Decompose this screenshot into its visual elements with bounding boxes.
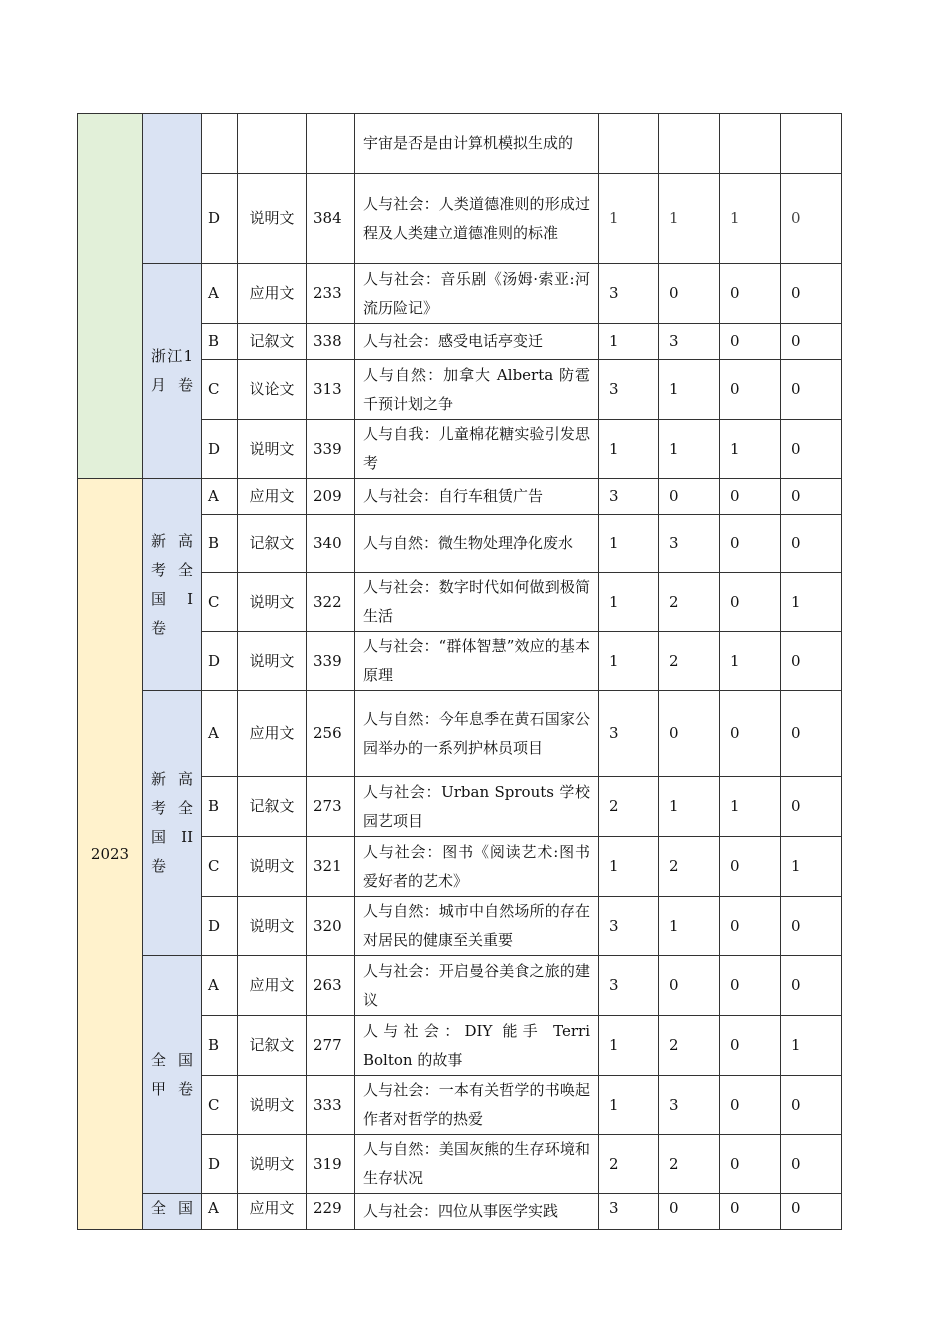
topic-cell: 人与社会：音乐剧《汤姆·索亚:河流历险记》 [355, 264, 599, 324]
count-cell: 0 [781, 777, 842, 837]
word-count-cell: 333 [307, 1076, 355, 1135]
table-row [78, 264, 842, 324]
count-cell: 2 [659, 1135, 720, 1194]
count-cell: 2 [659, 573, 720, 632]
genre-cell: 应用文 [238, 956, 307, 1016]
count-cell: 0 [781, 1076, 842, 1135]
count-cell: 0 [781, 956, 842, 1016]
count-cell: 3 [599, 897, 659, 956]
count-cell: 1 [720, 777, 781, 837]
year-cell [78, 114, 143, 479]
word-count-cell: 339 [307, 632, 355, 691]
count-cell: 2 [599, 777, 659, 837]
topic-cell: 人与社会：图书《阅读艺术:图书爱好者的艺术》 [355, 837, 599, 897]
passage-letter-cell: B [202, 777, 238, 837]
topic-cell: 人与社会：自行车租赁广告 [355, 479, 599, 515]
paper-name-cell: 浙江1月卷 [143, 264, 202, 479]
count-cell: 0 [781, 691, 842, 777]
count-cell: 1 [599, 632, 659, 691]
passage-letter-cell: B [202, 324, 238, 360]
paper-name-cell: 新高考全国 II 卷 [143, 691, 202, 956]
word-count-cell [307, 114, 355, 174]
paper-name-cell: 全国 [143, 1194, 202, 1230]
passage-letter-cell: A [202, 264, 238, 324]
count-cell: 3 [599, 1194, 659, 1230]
passage-letter-cell: C [202, 360, 238, 420]
count-cell: 1 [599, 837, 659, 897]
table-row [78, 114, 842, 174]
count-cell: 1 [599, 1016, 659, 1076]
count-cell: 1 [720, 174, 781, 264]
passage-letter-cell: B [202, 515, 238, 573]
count-cell: 0 [720, 573, 781, 632]
genre-cell: 记叙文 [238, 1016, 307, 1076]
word-count-cell: 313 [307, 360, 355, 420]
count-cell: 3 [599, 956, 659, 1016]
count-cell: 3 [599, 264, 659, 324]
paper-name-cell: 新高考全国 I 卷 [143, 479, 202, 691]
genre-cell: 应用文 [238, 479, 307, 515]
count-cell: 1 [781, 837, 842, 897]
word-count-cell: 263 [307, 956, 355, 1016]
count-cell [599, 114, 659, 174]
topic-cell: 人与社会：DIY 能手 Terri Bolton 的故事 [355, 1016, 599, 1076]
count-cell: 2 [659, 1016, 720, 1076]
genre-cell: 应用文 [238, 691, 307, 777]
count-cell: 0 [720, 691, 781, 777]
count-cell: 0 [720, 264, 781, 324]
count-cell: 0 [781, 420, 842, 479]
table-body [78, 114, 842, 1230]
passage-letter-cell: A [202, 956, 238, 1016]
count-cell: 1 [599, 174, 659, 264]
count-cell: 0 [720, 515, 781, 573]
count-cell: 0 [781, 1194, 842, 1230]
word-count-cell: 320 [307, 897, 355, 956]
count-cell: 1 [720, 632, 781, 691]
genre-cell: 记叙文 [238, 324, 307, 360]
count-cell: 0 [720, 1016, 781, 1076]
count-cell: 0 [781, 324, 842, 360]
count-cell: 2 [659, 632, 720, 691]
count-cell: 0 [781, 1135, 842, 1194]
count-cell [659, 114, 720, 174]
count-cell: 0 [720, 897, 781, 956]
genre-cell: 说明文 [238, 174, 307, 264]
topic-cell: 人与社会：感受电话亭变迁 [355, 324, 599, 360]
count-cell: 0 [720, 1135, 781, 1194]
topic-cell: 人与自然：美国灰熊的生存环境和生存状况 [355, 1135, 599, 1194]
count-cell: 1 [781, 1016, 842, 1076]
count-cell: 0 [720, 324, 781, 360]
passage-letter-cell: D [202, 897, 238, 956]
topic-cell: 人与社会：Urban Sprouts 学校园艺项目 [355, 777, 599, 837]
word-count-cell: 384 [307, 174, 355, 264]
count-cell: 0 [659, 956, 720, 1016]
genre-cell: 记叙文 [238, 777, 307, 837]
passage-letter-cell: A [202, 479, 238, 515]
count-cell: 0 [659, 479, 720, 515]
count-cell: 0 [781, 479, 842, 515]
count-cell: 3 [599, 479, 659, 515]
count-cell: 0 [781, 897, 842, 956]
topic-cell: 人与社会：一本有关哲学的书唤起作者对哲学的热爱 [355, 1076, 599, 1135]
count-cell: 3 [659, 515, 720, 573]
topic-cell: 人与社会：四位从事医学实践 [355, 1194, 599, 1230]
count-cell: 1 [599, 420, 659, 479]
count-cell: 0 [659, 1194, 720, 1230]
passage-letter-cell: C [202, 1076, 238, 1135]
word-count-cell: 273 [307, 777, 355, 837]
count-cell: 0 [720, 1076, 781, 1135]
word-count-cell: 321 [307, 837, 355, 897]
genre-cell: 议论文 [238, 360, 307, 420]
count-cell: 0 [720, 837, 781, 897]
count-cell: 3 [599, 360, 659, 420]
genre-cell: 应用文 [238, 264, 307, 324]
count-cell: 0 [659, 264, 720, 324]
word-count-cell: 233 [307, 264, 355, 324]
passage-letter-cell: D [202, 632, 238, 691]
word-count-cell: 229 [307, 1194, 355, 1230]
count-cell: 3 [659, 324, 720, 360]
genre-cell: 说明文 [238, 837, 307, 897]
word-count-cell: 277 [307, 1016, 355, 1076]
topic-cell: 人与社会：人类道德准则的形成过程及人类建立道德准则的标准 [355, 174, 599, 264]
topic-cell: 人与社会：数字时代如何做到极简生活 [355, 573, 599, 632]
genre-cell: 说明文 [238, 573, 307, 632]
table-row [78, 1194, 842, 1230]
topic-cell: 人与自然：加拿大 Alberta 防雹千预计划之争 [355, 360, 599, 420]
topic-cell: 宇宙是否是由计算机模拟生成的 [355, 114, 599, 174]
count-cell [720, 114, 781, 174]
genre-cell: 说明文 [238, 420, 307, 479]
passage-letter-cell: C [202, 573, 238, 632]
passage-letter-cell: D [202, 420, 238, 479]
table-row [78, 691, 842, 777]
topic-cell: 人与自然：微生物处理净化废水 [355, 515, 599, 573]
count-cell: 1 [599, 573, 659, 632]
genre-cell: 记叙文 [238, 515, 307, 573]
paper-name-cell [143, 114, 202, 264]
count-cell: 3 [659, 1076, 720, 1135]
count-cell: 0 [720, 479, 781, 515]
count-cell: 1 [720, 420, 781, 479]
count-cell: 1 [781, 573, 842, 632]
count-cell: 1 [599, 324, 659, 360]
count-cell: 0 [720, 360, 781, 420]
genre-cell: 说明文 [238, 632, 307, 691]
passage-letter-cell: A [202, 691, 238, 777]
count-cell: 1 [659, 777, 720, 837]
word-count-cell: 340 [307, 515, 355, 573]
count-cell: 0 [781, 174, 842, 264]
word-count-cell: 209 [307, 479, 355, 515]
count-cell: 1 [659, 360, 720, 420]
genre-cell: 说明文 [238, 1135, 307, 1194]
genre-cell: 应用文 [238, 1194, 307, 1230]
count-cell: 2 [659, 837, 720, 897]
table-row [78, 956, 842, 1016]
count-cell: 1 [659, 174, 720, 264]
reading-passage-table [77, 113, 842, 1230]
count-cell: 0 [781, 360, 842, 420]
passage-letter-cell: D [202, 1135, 238, 1194]
count-cell: 2 [599, 1135, 659, 1194]
passage-letter-cell: B [202, 1016, 238, 1076]
count-cell: 1 [599, 515, 659, 573]
word-count-cell: 319 [307, 1135, 355, 1194]
word-count-cell: 338 [307, 324, 355, 360]
year-cell: 2023 [78, 479, 143, 1230]
topic-cell: 人与社会：“群体智慧”效应的基本原理 [355, 632, 599, 691]
count-cell: 0 [781, 515, 842, 573]
count-cell: 0 [720, 956, 781, 1016]
count-cell: 3 [599, 691, 659, 777]
count-cell [781, 114, 842, 174]
count-cell: 1 [659, 897, 720, 956]
topic-cell: 人与社会：开启曼谷美食之旅的建议 [355, 956, 599, 1016]
passage-letter-cell: A [202, 1194, 238, 1230]
genre-cell: 说明文 [238, 897, 307, 956]
count-cell: 1 [599, 1076, 659, 1135]
count-cell: 1 [659, 420, 720, 479]
passage-letter-cell [202, 114, 238, 174]
count-cell: 0 [781, 264, 842, 324]
word-count-cell: 322 [307, 573, 355, 632]
passage-letter-cell: D [202, 174, 238, 264]
count-cell: 0 [720, 1194, 781, 1230]
topic-cell: 人与自然：今年息季在黄石国家公园举办的一系列护林员项目 [355, 691, 599, 777]
genre-cell: 说明文 [238, 1076, 307, 1135]
topic-cell: 人与自我：儿童棉花糖实验引发思考 [355, 420, 599, 479]
topic-cell: 人与自然：城市中自然场所的存在对居民的健康至关重要 [355, 897, 599, 956]
word-count-cell: 256 [307, 691, 355, 777]
count-cell: 0 [781, 632, 842, 691]
count-cell: 0 [659, 691, 720, 777]
genre-cell [238, 114, 307, 174]
paper-name-cell: 全国甲卷 [143, 956, 202, 1194]
passage-letter-cell: C [202, 837, 238, 897]
word-count-cell: 339 [307, 420, 355, 479]
table-row [78, 479, 842, 515]
